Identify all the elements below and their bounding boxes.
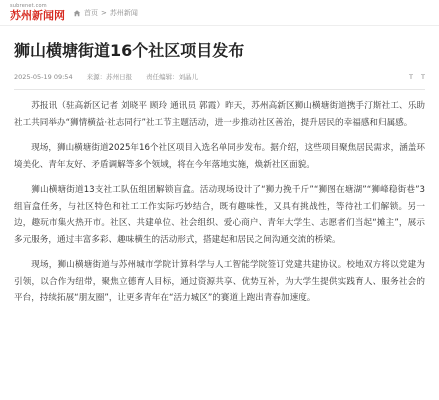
article-editor: 责任编辑：刘晶儿: [146, 73, 199, 81]
logo-name: 苏州新闻网: [10, 9, 65, 22]
breadcrumb-separator: >: [101, 8, 107, 17]
article-source: 来源：苏州日报: [86, 73, 133, 81]
font-size-large-button[interactable]: T: [421, 72, 425, 81]
article-paragraph: 现场，狮山横塘街道与苏州城市学院计算科学与人工智能学院签订党建共建协议。校地双方将以党建为引领，以合作为纽带，聚焦立德育人目标，通过资源共享、优势互补，为大学生提供实践育人、服务社会的平台，持续拓展“朋友圈”，让更多青年在“活力城区”的赛道上跑出青春加速度。: [14, 260, 425, 303]
home-icon: [73, 9, 81, 17]
breadcrumb-home[interactable]: 首页: [84, 8, 98, 17]
article-paragraph: 苏报讯（驻高新区记者 刘晓平 顾玲 通讯员 郭霞）昨天，苏州高新区狮山横塘街道携手汀斯社工、乐助社工共同举办“狮情横益·社志同行”社工节主题活动，进一步推动社区善治，提升居民的幸福感和归属感。: [14, 101, 425, 128]
article-paragraph: 现场，狮山横塘街道2025年16个社区项目入选名单同步发布。据介绍，这些项目聚焦居民需求，涵盖环境美化、青年友好、矛盾调解等多个领域，将在今年落地实施，焕新社区面貌。: [14, 143, 425, 170]
logo-url: subrenet.com: [10, 3, 47, 9]
breadcrumb: [73, 8, 138, 18]
article-body: [14, 98, 425, 307]
site-logo[interactable]: [10, 4, 65, 21]
publish-date: 2025-05-19 09:54: [14, 72, 73, 81]
breadcrumb-current[interactable]: 苏州新闻: [109, 8, 138, 17]
font-size-small-button[interactable]: T: [409, 72, 414, 81]
article-meta: [14, 72, 425, 90]
site-header: [0, 0, 439, 26]
article-paragraph: 狮山横塘街道13支社工队伍组团解锁盲盒。活动现场设计了“狮力挽千斤”“狮图在塘湖”“狮峰稳街巷”3组盲盒任务，与社区特色和社工工作实际巧妙结合，既有趣味性，又具有挑战性，等待社工们解锁。另一边，趣玩市集火热开市。社区、共建单位、社会组织、爱心商户、青年大学生、志愿者们当起“摊主”，展示多元服务，通过丰富多彩、趣味横生的活动形式，搭建起和居民之间沟通交流的桥梁。: [14, 185, 425, 245]
article-title: 狮山横塘街道16个社区项目发布: [14, 41, 245, 60]
font-size-controls: [401, 73, 425, 81]
